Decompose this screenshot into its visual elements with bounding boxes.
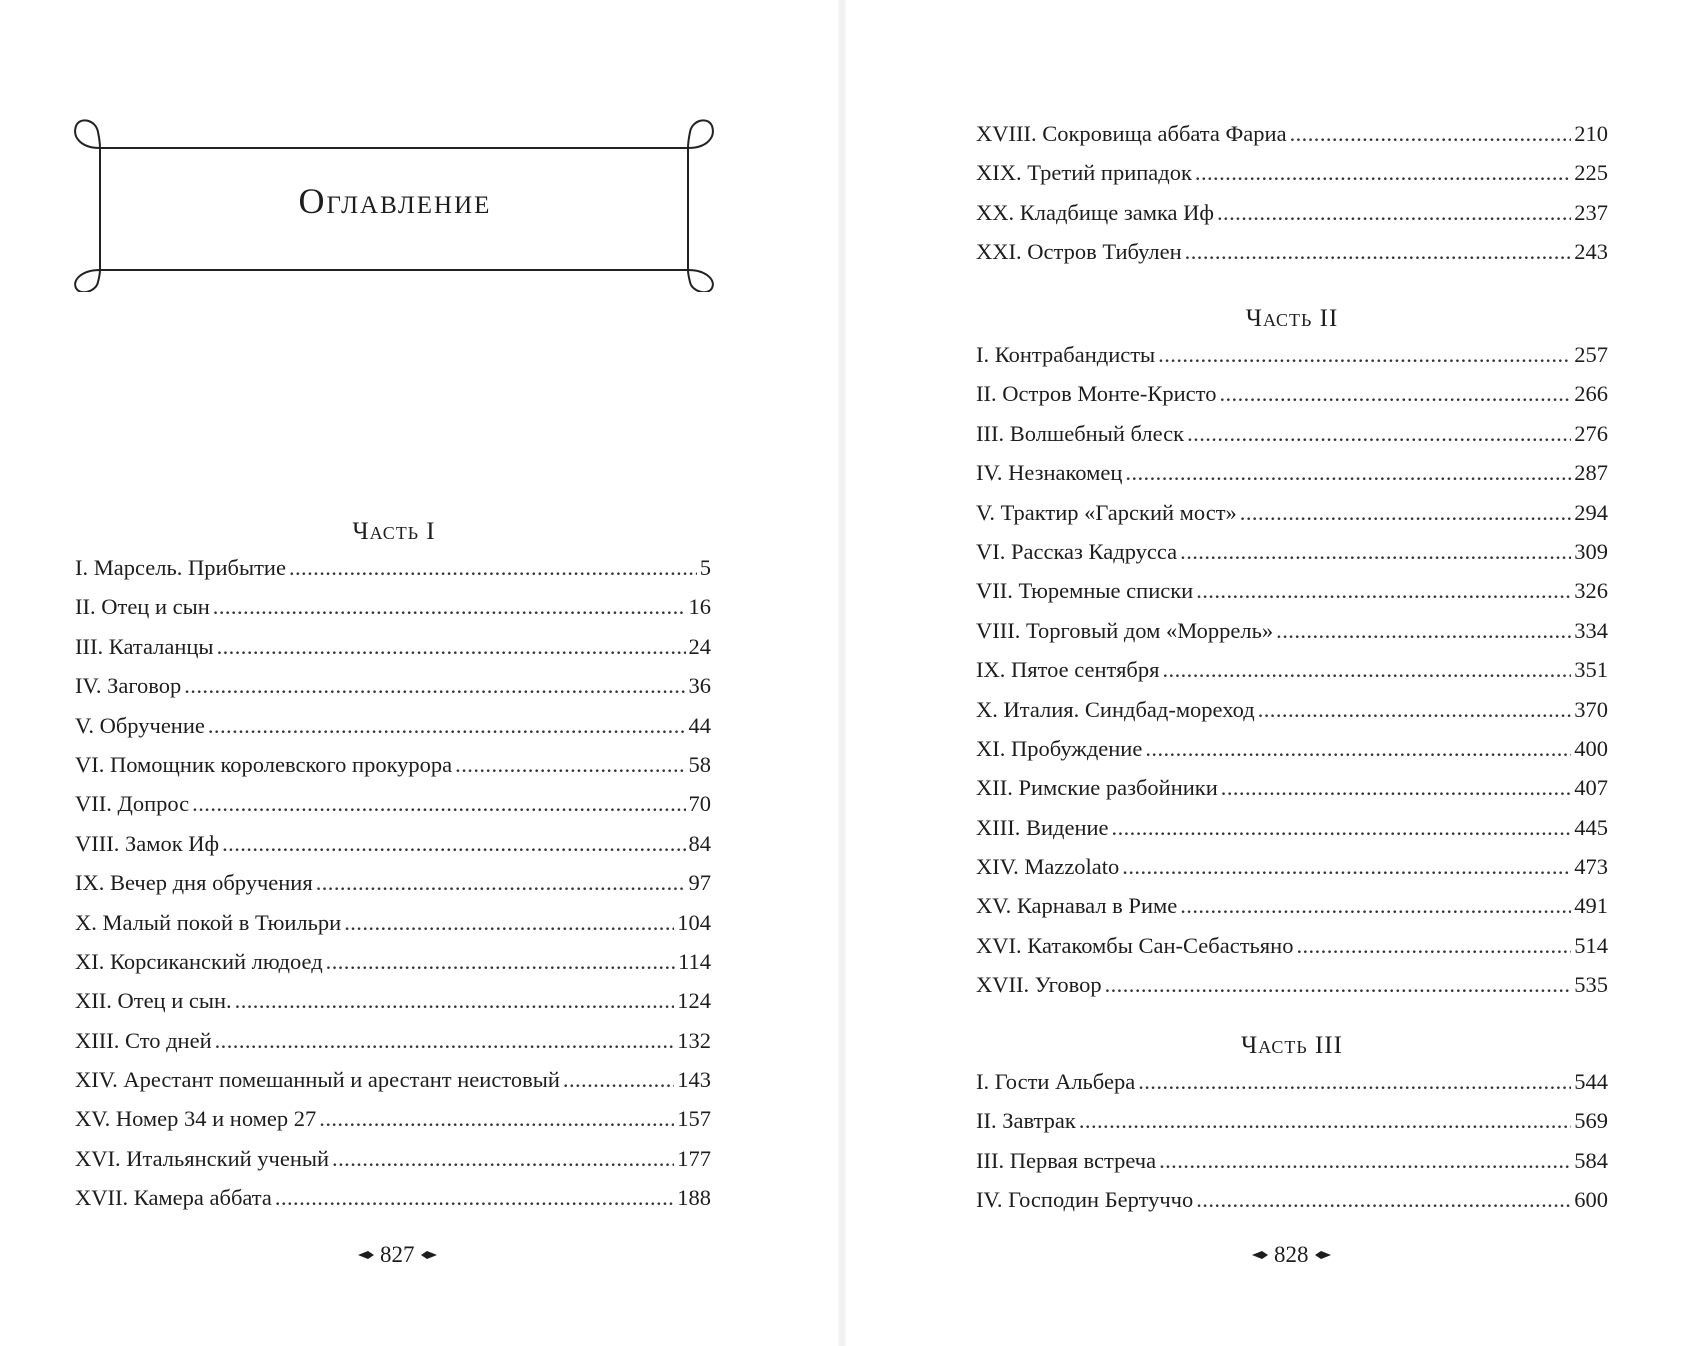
- toc-entry-page: 70: [688, 791, 711, 817]
- toc-entry: [976, 193, 1608, 232]
- toc-entry-title: XVIII. Сокровища аббата Фариа: [976, 121, 1287, 146]
- left-page: [0, 0, 840, 1346]
- dot-leader: [1290, 114, 1572, 153]
- toc-entry-page: 326: [1574, 578, 1608, 604]
- toc-entry-page: 36: [688, 673, 711, 699]
- toc-entry: [976, 650, 1608, 689]
- dot-leader: [1079, 1101, 1571, 1140]
- toc-entry-page: 370: [1574, 696, 1608, 722]
- toc-entry-title: II. Завтрак: [976, 1108, 1076, 1134]
- toc-entry: [75, 627, 711, 666]
- toc-entry: [75, 784, 711, 823]
- toc-entry: [976, 611, 1608, 650]
- toc-entry: [976, 374, 1608, 413]
- dot-leader: [1221, 768, 1571, 807]
- right-page: [841, 0, 1682, 1346]
- toc-entry: [976, 1101, 1608, 1140]
- toc-entry: [75, 1178, 711, 1217]
- toc-entry-page: 407: [1574, 775, 1608, 801]
- dot-leader: [213, 587, 686, 626]
- toc-entry-title: VIII. Торговый дом «Моррель»: [976, 617, 1274, 643]
- dot-leader: [1162, 650, 1571, 689]
- dot-leader: [222, 824, 685, 863]
- toc-entry-title: V. Обручение: [75, 712, 205, 738]
- toc-entry-page: 535: [1574, 972, 1608, 998]
- toc-entry-title: VIII. Замок Иф: [75, 830, 220, 856]
- toc-entry-page: 188: [677, 1185, 711, 1211]
- dot-leader: [1187, 414, 1571, 453]
- toc-entry: [976, 493, 1608, 532]
- toc-entry-title: XVII. Уговор: [976, 972, 1102, 998]
- toc-entry-page: 97: [688, 870, 711, 896]
- toc-entry-page: 309: [1574, 538, 1608, 564]
- toc-entry: [75, 824, 711, 863]
- toc-entry-page: 569: [1574, 1108, 1608, 1134]
- toc-entry-page: 84: [688, 830, 711, 856]
- toc-entry-page: 58: [688, 751, 711, 777]
- toc-entry-page: 351: [1574, 657, 1608, 683]
- dot-leader: [1258, 690, 1572, 729]
- toc-entry-title: I. Гости Альбера: [976, 1069, 1136, 1094]
- fleuron-right-icon: [1315, 1250, 1331, 1260]
- toc-entry: [976, 1180, 1608, 1219]
- toc-entry: [75, 587, 711, 626]
- dot-leader: [1217, 193, 1571, 232]
- toc-entry-title: X. Италия. Синдбад-мореход: [976, 696, 1255, 722]
- toc-entry: [976, 532, 1608, 571]
- toc-entry-page: 287: [1574, 460, 1608, 486]
- toc-entry-page: 334: [1574, 617, 1608, 643]
- toc-entry-title: XIX. Третий припадок: [976, 160, 1192, 186]
- toc-entry-title: VI. Помощник королевского прокурора: [75, 751, 453, 777]
- toc-entry-title: III. Первая встреча: [976, 1147, 1157, 1173]
- dot-leader: [1196, 571, 1571, 610]
- toc-entry-title: XXI. Остров Тибулен: [976, 239, 1182, 265]
- dot-leader: [1112, 808, 1572, 847]
- dot-leader: [235, 981, 675, 1020]
- toc-entry: [75, 1021, 711, 1060]
- dot-leader: [215, 1021, 675, 1060]
- fleuron-left-icon: [358, 1250, 374, 1260]
- toc-entry-title: XIII. Сто дней: [75, 1027, 212, 1053]
- toc-entry-title: XV. Карнавал в Риме: [976, 893, 1178, 919]
- dot-leader: [455, 745, 685, 784]
- toc-entry-page: 16: [688, 594, 711, 620]
- dot-leader: [1185, 232, 1572, 271]
- toc-entry: [976, 571, 1608, 610]
- fleuron-right-icon: [421, 1250, 437, 1260]
- toc-list: [75, 548, 711, 1218]
- toc-entry: [75, 903, 711, 942]
- toc-entry-title: IX. Пятое сентября: [976, 657, 1160, 683]
- toc-list: [976, 1062, 1608, 1220]
- toc-entry-page: 114: [678, 948, 711, 974]
- toc-entry: [75, 666, 711, 705]
- toc-entry: [976, 729, 1608, 768]
- page-number: [358, 1242, 437, 1268]
- toc-entry-page: 491: [1574, 893, 1608, 919]
- toc-entry-page: 177: [677, 1145, 711, 1171]
- toc-entry-title: XV. Номер 34 и номер 27: [75, 1106, 317, 1132]
- dot-leader: [1105, 965, 1572, 1004]
- toc-entry-title: XIV. Арестант помешанный и арестант неистовый: [75, 1067, 560, 1093]
- toc-entry-page: 294: [1574, 499, 1608, 525]
- toc-entry: [976, 847, 1608, 886]
- dot-leader: [1145, 729, 1571, 768]
- page-number: [1252, 1242, 1331, 1268]
- toc-entry-title: II. Отец и сын: [75, 594, 210, 620]
- toc-entry: [976, 965, 1608, 1004]
- toc-entry: [976, 808, 1608, 847]
- toc-entry: [976, 1141, 1608, 1180]
- dot-leader: [1240, 493, 1571, 532]
- toc-entry-title: IX. Вечер дня обручения: [75, 870, 313, 896]
- toc-entry: [976, 886, 1608, 925]
- dot-leader: [1180, 886, 1571, 925]
- dot-leader: [1159, 1141, 1571, 1180]
- toc-entry-page: 5: [699, 555, 711, 580]
- dot-leader: [275, 1178, 674, 1217]
- toc-entry: [976, 926, 1608, 965]
- toc-entry-page: 445: [1574, 814, 1608, 840]
- toc-entry: [976, 768, 1608, 807]
- toc-entry-title: VI. Рассказ Кадрусса: [976, 538, 1178, 564]
- dot-leader: [184, 666, 685, 705]
- toc-entry-page: 237: [1574, 199, 1608, 225]
- dot-leader: [344, 903, 674, 942]
- toc-entry-page: 400: [1574, 735, 1608, 761]
- heading-frame: [72, 118, 716, 292]
- dot-leader: [332, 1139, 674, 1178]
- toc-list: [976, 114, 1608, 272]
- page-title: Оглавление: [298, 181, 492, 221]
- dot-leader: [289, 548, 697, 587]
- toc-entry-title: XVII. Камера аббата: [75, 1185, 272, 1211]
- toc-list: [976, 335, 1608, 1005]
- toc-entry-page: 266: [1574, 381, 1608, 407]
- toc-entry: [75, 548, 711, 587]
- toc-entry-title: XII. Отец и сын.: [75, 988, 232, 1014]
- dot-leader: [192, 784, 685, 823]
- toc-entry: [976, 232, 1608, 271]
- toc-entry-page: 473: [1574, 854, 1608, 880]
- toc-entry-page: 104: [677, 909, 711, 935]
- toc-entry-page: 257: [1574, 342, 1608, 367]
- page-number-text: 827: [380, 1242, 415, 1267]
- toc-entry-page: 544: [1574, 1069, 1608, 1094]
- toc-entry-page: 143: [677, 1067, 711, 1093]
- toc-entry-title: XII. Римские разбойники: [976, 775, 1218, 801]
- toc-entry-title: I. Марсель. Прибытие: [75, 555, 286, 580]
- page-number-text: 828: [1274, 1242, 1309, 1267]
- toc-entry-title: XX. Кладбище замка Иф: [976, 199, 1214, 225]
- toc-entry-title: I. Контрабандисты: [976, 342, 1156, 367]
- fleuron-left-icon: [1252, 1250, 1268, 1260]
- toc-entry-page: 210: [1574, 121, 1608, 146]
- toc-entry-page: 276: [1574, 420, 1608, 446]
- toc-entry-page: 514: [1574, 932, 1608, 958]
- dot-leader: [1296, 926, 1571, 965]
- dot-leader: [217, 627, 686, 666]
- toc-entry-title: II. Остров Монте-Кристо: [976, 381, 1217, 407]
- toc-entry: [75, 1099, 711, 1138]
- toc-entry-title: IV. Незнакомец: [976, 460, 1123, 486]
- toc-entry-title: VII. Тюремные списки: [976, 578, 1194, 604]
- toc-entry: [75, 1060, 711, 1099]
- dot-leader: [1195, 153, 1571, 192]
- toc-entry-page: 132: [677, 1027, 711, 1053]
- dot-leader: [1138, 1062, 1571, 1101]
- toc-entry: [75, 981, 711, 1020]
- toc-entry-page: 44: [688, 712, 711, 738]
- toc-entry-title: XIII. Видение: [976, 814, 1109, 840]
- toc-entry: [75, 745, 711, 784]
- dot-leader: [1196, 1180, 1571, 1219]
- toc-entry-title: III. Волшебный блеск: [976, 420, 1185, 446]
- toc-entry-title: V. Трактир «Гарский мост»: [976, 499, 1237, 525]
- dot-leader: [1180, 532, 1571, 571]
- toc-entry: [75, 706, 711, 745]
- toc-entry-title: XI. Пробуждение: [976, 735, 1143, 761]
- toc-entry-title: XI. Корсиканский людоед: [75, 948, 323, 974]
- toc-entry: [75, 1139, 711, 1178]
- toc-entry-title: X. Малый покой в Тюильри: [75, 909, 342, 935]
- dot-leader: [316, 863, 686, 902]
- part-title: Часть I: [352, 518, 436, 545]
- toc-entry-title: VII. Допрос: [75, 791, 190, 817]
- toc-entry-title: XVI. Катакомбы Сан-Себастьяно: [976, 932, 1294, 958]
- toc-entry-page: 584: [1574, 1147, 1608, 1173]
- toc-entry: [976, 690, 1608, 729]
- toc-entry: [75, 863, 711, 902]
- toc-entry: [976, 114, 1608, 153]
- toc-entry-page: 124: [677, 988, 711, 1014]
- toc-entry-page: 225: [1574, 160, 1608, 186]
- part-title: Часть II: [1245, 305, 1339, 332]
- part-title: Часть III: [1241, 1032, 1343, 1059]
- dot-leader: [1276, 611, 1571, 650]
- toc-entry: [976, 453, 1608, 492]
- toc-entry-title: XIV. Mazzolato: [976, 854, 1120, 880]
- toc-entry-page: 600: [1574, 1187, 1608, 1213]
- toc-entry-title: III. Каталанцы: [75, 633, 214, 659]
- toc-entry-page: 243: [1574, 239, 1608, 265]
- toc-entry: [976, 414, 1608, 453]
- toc-entry: [75, 942, 711, 981]
- dot-leader: [208, 706, 686, 745]
- toc-entry: [976, 335, 1608, 374]
- toc-entry-title: IV. Заговор: [75, 673, 182, 699]
- dot-leader: [1125, 453, 1571, 492]
- dot-leader: [563, 1060, 674, 1099]
- toc-entry-page: 24: [688, 633, 711, 659]
- dot-leader: [1219, 374, 1571, 413]
- toc-entry-page: 157: [677, 1106, 711, 1132]
- dot-leader: [326, 942, 675, 981]
- dot-leader: [1158, 335, 1571, 374]
- toc-entry: [976, 1062, 1608, 1101]
- dot-leader: [1122, 847, 1571, 886]
- toc-entry-title: XVI. Итальянский ученый: [75, 1145, 330, 1171]
- dot-leader: [319, 1099, 674, 1138]
- toc-entry-title: IV. Господин Бертуччо: [976, 1187, 1194, 1213]
- toc-entry: [976, 153, 1608, 192]
